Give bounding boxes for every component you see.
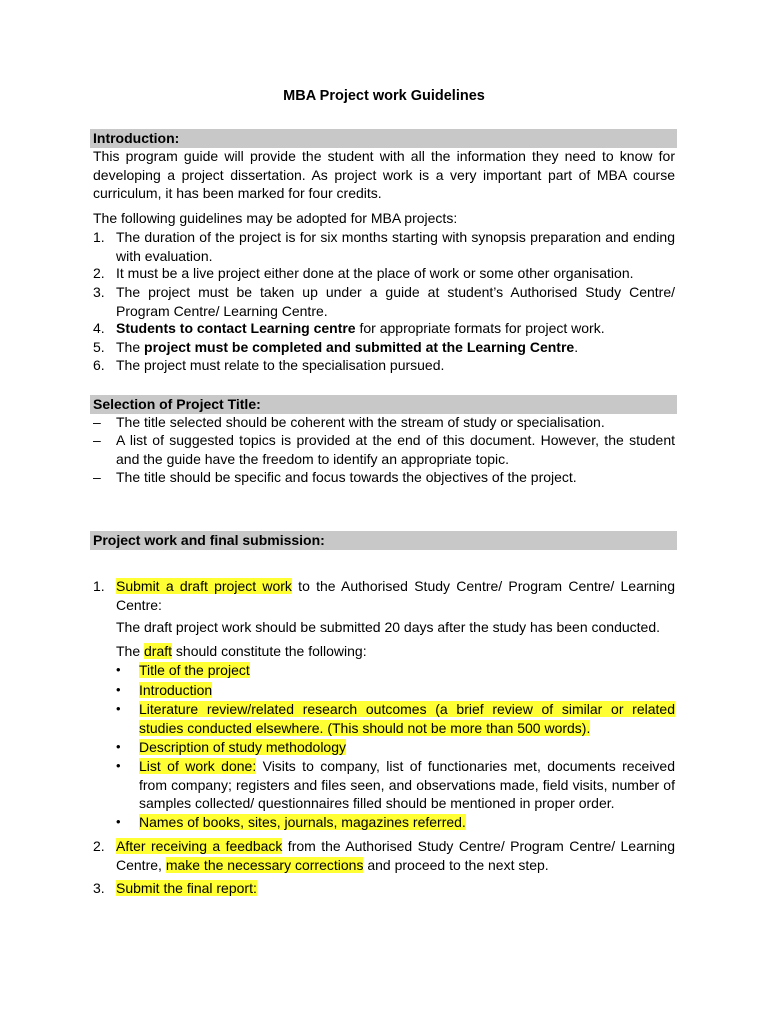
bullet-icon: •: [116, 662, 121, 677]
bullet-text: [139, 738, 675, 757]
lead-rest: should constitute the following:: [172, 643, 367, 659]
step-mid: from the Authorised Study Centre/ Program Centre/ Learning Centre,: [116, 838, 676, 873]
highlighted-text: Title of the project: [139, 662, 250, 678]
step-number: 1.: [93, 578, 105, 594]
highlighted-text: After receiving a feedback: [116, 838, 283, 854]
item-number: 4.: [93, 320, 105, 336]
item-rest: .: [574, 339, 579, 355]
highlighted-text: Description of study methodology: [139, 739, 346, 755]
item-number: 3.: [93, 284, 105, 300]
intro-heading: Introduction:: [90, 129, 677, 148]
dash-marker: –: [93, 469, 101, 485]
submission-heading: Project work and final submission:: [90, 531, 677, 550]
dash-marker: –: [93, 414, 101, 430]
item-number: 1.: [93, 229, 105, 245]
highlighted-text: Introduction: [139, 682, 213, 698]
lead-pre: The: [116, 643, 145, 659]
bullet-icon: •: [116, 682, 121, 697]
highlighted-text: Literature review/related research outcomes (a brief review of similar or related studies conducted elsewhere. (This should not be more than 500 words).: [139, 701, 675, 736]
item-text: The title should be specific and focus towards the objectives of the project.: [116, 469, 577, 485]
item-text: It must be a live project either done at the place of work or some other organisation.: [116, 265, 634, 281]
highlighted-text: Names of books, sites, journals, magazines referred.: [139, 814, 466, 830]
bullet-text: [139, 700, 675, 737]
item-text: A list of suggested topics is provided at the end of this document. However, the student and the guide have the freedom to identify an appropriate topic.: [116, 432, 675, 467]
item-text: The title selected should be coherent with the stream of study or specialisation.: [116, 414, 605, 430]
highlighted-text: Submit a draft project work: [116, 578, 292, 594]
bullet-text: [139, 681, 675, 700]
page-title: MBA Project work Guidelines: [283, 88, 485, 104]
bullet-rest: Visits to company, list of functionaries met, documents received from company; registers and files seen, and observations made, field visits, number of samples collected/ questionnaires filled should be mentioned in proper order.: [139, 758, 675, 811]
step-text: [116, 577, 675, 614]
item-rest: for appropriate formats for project work.: [355, 320, 605, 336]
step-1-lead: [116, 642, 675, 661]
selection-heading: Selection of Project Title:: [90, 395, 677, 414]
item-pre: The: [116, 339, 145, 355]
highlighted-text: Submit the final report:: [116, 880, 257, 896]
item-text: The project must relate to the specialisation pursued.: [116, 357, 445, 373]
dash-marker: –: [93, 432, 101, 448]
intro-paragraph: This program guide will provide the student with all the information they need to know for developing a project dissertation. As project work is a very important part of MBA course curriculum, it has been marked for four credits.: [93, 148, 675, 201]
step-rest: to the Authorised Study Centre/ Program Centre/ Learning Centre:: [116, 578, 675, 613]
highlighted-text: List of work done:: [139, 758, 257, 774]
highlighted-text: make the necessary corrections: [165, 856, 364, 873]
bullet-icon: •: [116, 814, 121, 829]
item-text: [116, 338, 675, 357]
item-text: The duration of the project is for six months starting with synopsis preparation and ending with evaluation.: [116, 229, 675, 264]
guidelines-lead: The following guidelines may be adopted for MBA projects:: [93, 210, 458, 226]
bullet-text: [139, 813, 675, 832]
step-1-note: [116, 618, 675, 637]
item-text: The project must be taken up under a guide at student’s Authorised Study Centre/ Program Centre/ Learning Centre.: [116, 284, 675, 319]
bullet-text: [139, 661, 675, 680]
item-bold: project must be completed and submitted at the Learning Centre: [144, 339, 575, 355]
step-rest: and proceed to the next step.: [363, 856, 549, 873]
item-bold: Students to contact Learning centre: [116, 320, 356, 336]
highlighted-text: draft: [144, 643, 173, 659]
item-number: 6.: [93, 357, 105, 373]
bullet-text: [139, 757, 675, 813]
item-number: 5.: [93, 339, 105, 355]
step-number: 3.: [93, 880, 105, 896]
note-text: The draft project work should be submitted 20 days after the study has been conducted.: [116, 619, 660, 635]
step-number: 2.: [93, 838, 105, 854]
step-text: [116, 837, 675, 874]
bullet-icon: •: [116, 701, 121, 716]
bullet-icon: •: [116, 739, 121, 754]
step-text: [116, 879, 675, 898]
bullet-icon: •: [116, 758, 121, 773]
item-number: 2.: [93, 265, 105, 281]
item-text: [116, 319, 675, 338]
